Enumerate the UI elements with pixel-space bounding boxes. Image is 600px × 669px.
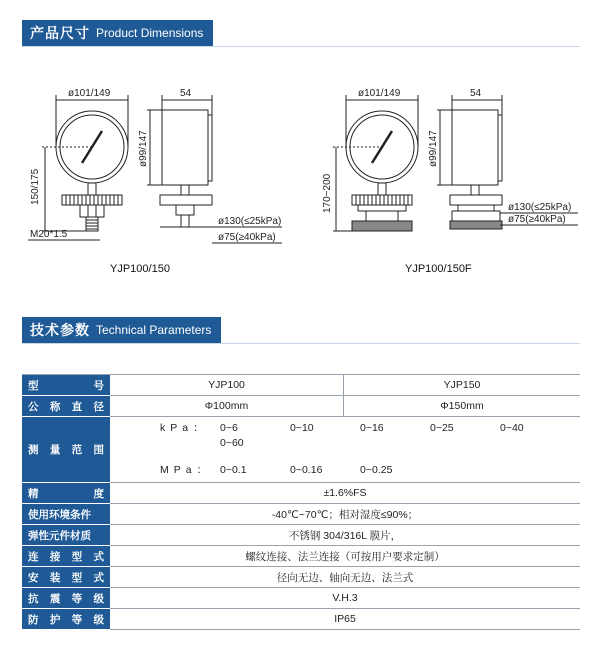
cell-protection: IP65 bbox=[110, 609, 580, 630]
table-row bbox=[22, 609, 580, 630]
model-caption-2: YJP100/150F bbox=[405, 263, 472, 275]
mpa-unit: MPa： bbox=[160, 464, 213, 476]
m2-depth: 54 bbox=[470, 88, 482, 99]
m1-flange-a: ø130(≤25kPa) bbox=[218, 216, 282, 227]
row-label-diameter: 公 称 直 径 bbox=[22, 396, 110, 417]
header-rule bbox=[22, 46, 580, 47]
range-value: 0~60 bbox=[220, 437, 244, 449]
table-row bbox=[22, 525, 580, 546]
model-caption-1: YJP100/150 bbox=[110, 263, 170, 275]
range-value: 0~6 bbox=[220, 422, 238, 434]
table-row bbox=[22, 483, 580, 504]
cell-range bbox=[110, 417, 580, 483]
header-cn: 技术参数 bbox=[30, 322, 90, 338]
m1-depth: 54 bbox=[180, 88, 192, 99]
header-en: Technical Parameters bbox=[96, 323, 212, 337]
m2-side-dia: ø99/147 bbox=[428, 130, 439, 167]
m2-flange-b: ø75(≥40kPa) bbox=[508, 214, 566, 225]
m1-face-dia: ø101/149 bbox=[68, 88, 111, 99]
table-row bbox=[22, 588, 580, 609]
header-rule bbox=[22, 343, 580, 344]
m2-flange-a: ø130(≤25kPa) bbox=[508, 202, 572, 213]
row-label-model: 型 号 bbox=[22, 375, 110, 396]
cell-environment: -40℃~70℃；相对湿度≤90%； bbox=[110, 504, 580, 525]
technical-parameters-header bbox=[22, 317, 221, 343]
range-value: 0~25 bbox=[430, 422, 454, 434]
cell-model-150: YJP150 bbox=[344, 375, 581, 396]
dimension-drawings bbox=[0, 55, 600, 305]
cell-material: 不锈钢 304/316L 膜片， bbox=[110, 525, 580, 546]
row-label-connection: 连 接 型 式 bbox=[22, 546, 110, 567]
drawing-svg bbox=[0, 55, 600, 305]
cell-connection: 螺纹连接、法兰连接（可按用户要求定制） bbox=[110, 546, 580, 567]
parameters-table bbox=[22, 375, 580, 630]
table-row bbox=[22, 504, 580, 525]
row-label-environment: 使用环境条件 bbox=[22, 504, 110, 525]
table-row bbox=[22, 375, 580, 396]
m1-thread: M20*1.5 bbox=[30, 229, 68, 240]
row-label-material: 弹性元件材质 bbox=[22, 525, 110, 546]
table-row bbox=[22, 546, 580, 567]
row-label-mounting: 安 装 型 式 bbox=[22, 567, 110, 588]
cell-diameter-100: Φ100mm bbox=[110, 396, 344, 417]
cell-diameter-150: Φ150mm bbox=[344, 396, 581, 417]
m2-height: 170~200 bbox=[322, 173, 333, 213]
cell-accuracy: ±1.6%FS bbox=[110, 483, 580, 504]
cell-model-100: YJP100 bbox=[110, 375, 344, 396]
cell-mounting: 径向无边、轴向无边、法兰式 bbox=[110, 567, 580, 588]
cell-vibration: V.H.3 bbox=[110, 588, 580, 609]
row-label-range: 测 量 范 围 bbox=[22, 417, 110, 483]
row-label-accuracy: 精 度 bbox=[22, 483, 110, 504]
range-value: 0~40 bbox=[500, 422, 524, 434]
range-value: 0~0.16 bbox=[290, 464, 323, 476]
m1-height: 150/175 bbox=[30, 168, 41, 205]
header-en: Product Dimensions bbox=[96, 26, 204, 40]
range-value: 0~16 bbox=[360, 422, 384, 434]
kpa-row bbox=[160, 421, 580, 451]
table-row bbox=[22, 396, 580, 417]
range-value: 0~0.1 bbox=[220, 464, 247, 476]
table-row bbox=[22, 567, 580, 588]
m1-flange-b: ø75(≥40kPa) bbox=[218, 232, 276, 243]
kpa-unit: kPa： bbox=[160, 422, 209, 434]
range-value: 0~0.25 bbox=[360, 464, 393, 476]
header-cn: 产品尺寸 bbox=[30, 25, 90, 41]
m1-side-dia: ø99/147 bbox=[138, 130, 149, 167]
range-value: 0~10 bbox=[290, 422, 314, 434]
m2-face-dia: ø101/149 bbox=[358, 88, 401, 99]
product-dimensions-header bbox=[22, 20, 213, 46]
row-label-protection: 防 护 等 级 bbox=[22, 609, 110, 630]
table-row bbox=[22, 417, 580, 483]
mpa-row bbox=[160, 463, 580, 478]
row-label-vibration: 抗 震 等 级 bbox=[22, 588, 110, 609]
